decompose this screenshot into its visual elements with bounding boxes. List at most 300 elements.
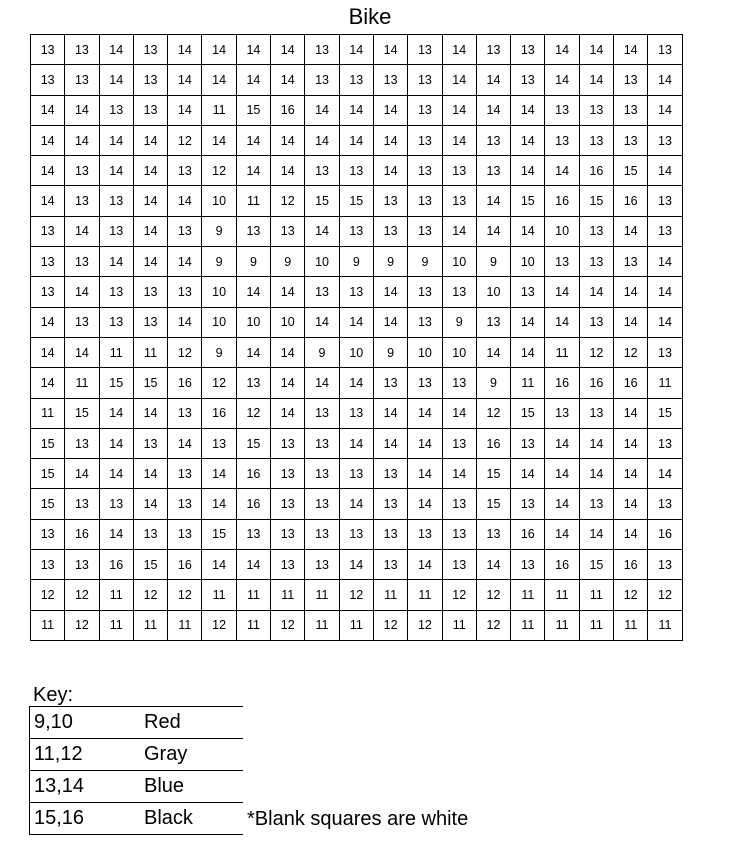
grid-cell: 13 (65, 550, 99, 580)
key-range: 13,14 (34, 775, 85, 797)
grid-cell: 14 (545, 519, 579, 549)
grid-cell: 13 (648, 550, 682, 580)
key-row (30, 803, 243, 835)
grid-cell: 15 (339, 186, 373, 216)
grid-cell: 13 (99, 277, 133, 307)
grid-cell: 13 (579, 216, 613, 246)
grid-cell: 13 (271, 216, 305, 246)
grid-cell: 14 (236, 277, 270, 307)
grid-cell: 14 (648, 156, 682, 186)
grid-cell: 14 (65, 125, 99, 155)
grid-cell: 14 (579, 277, 613, 307)
grid-cell: 12 (476, 580, 510, 610)
grid-cell: 13 (511, 489, 545, 519)
grid-cell: 14 (442, 459, 476, 489)
grid-cell: 13 (373, 368, 407, 398)
grid-row (31, 65, 683, 95)
grid-cell: 13 (99, 216, 133, 246)
grid-cell: 13 (545, 95, 579, 125)
grid-cell: 13 (511, 277, 545, 307)
grid-cell: 13 (373, 489, 407, 519)
grid-cell: 13 (476, 125, 510, 155)
grid-cell: 13 (168, 277, 202, 307)
grid-cell: 13 (442, 428, 476, 458)
grid-cell: 10 (442, 247, 476, 277)
grid-cell: 13 (408, 307, 442, 337)
grid-cell: 14 (511, 337, 545, 367)
grid-cell: 14 (31, 337, 65, 367)
grid-cell: 13 (168, 156, 202, 186)
grid-cell: 14 (408, 398, 442, 428)
grid-cell: 12 (408, 610, 442, 640)
grid-cell: 13 (579, 307, 613, 337)
grid-cell: 16 (614, 550, 648, 580)
grid-cell: 14 (202, 550, 236, 580)
grid-cell: 14 (202, 125, 236, 155)
grid-row (31, 156, 683, 186)
grid-cell: 13 (168, 489, 202, 519)
grid-cell: 16 (236, 489, 270, 519)
grid-cell: 16 (511, 519, 545, 549)
grid-cell: 14 (511, 459, 545, 489)
grid-cell: 13 (31, 550, 65, 580)
grid-cell: 13 (614, 125, 648, 155)
grid-cell: 11 (236, 186, 270, 216)
grid-row (31, 247, 683, 277)
grid-cell: 14 (545, 428, 579, 458)
grid-cell: 12 (442, 580, 476, 610)
grid-cell: 15 (31, 428, 65, 458)
grid-cell: 13 (31, 519, 65, 549)
grid-cell: 13 (65, 156, 99, 186)
grid-cell: 15 (476, 459, 510, 489)
grid-cell: 14 (99, 156, 133, 186)
grid-cell: 10 (202, 186, 236, 216)
grid-cell: 13 (271, 550, 305, 580)
grid-cell: 13 (511, 428, 545, 458)
grid-cell: 12 (65, 610, 99, 640)
grid-row (31, 519, 683, 549)
grid-cell: 13 (373, 216, 407, 246)
grid-cell: 13 (442, 277, 476, 307)
grid-cell: 13 (408, 216, 442, 246)
key-row-cell (30, 803, 243, 835)
grid-cell: 14 (408, 459, 442, 489)
grid-cell: 14 (271, 156, 305, 186)
grid-cell: 14 (614, 398, 648, 428)
grid-cell: 9 (339, 247, 373, 277)
grid-cell: 13 (168, 459, 202, 489)
grid-cell: 14 (305, 95, 339, 125)
grid-cell: 15 (31, 489, 65, 519)
grid-cell: 14 (545, 459, 579, 489)
grid-cell: 14 (511, 156, 545, 186)
grid-cell: 13 (579, 95, 613, 125)
grid-cell: 13 (31, 247, 65, 277)
grid-cell: 14 (133, 186, 167, 216)
grid-cell: 14 (373, 95, 407, 125)
grid-cell: 16 (648, 519, 682, 549)
grid-cell: 12 (614, 580, 648, 610)
grid-cell: 14 (476, 550, 510, 580)
grid-cell: 10 (511, 247, 545, 277)
grid-cell: 13 (442, 156, 476, 186)
grid-cell: 16 (99, 550, 133, 580)
grid-cell: 13 (408, 156, 442, 186)
key-color: Blue (144, 775, 185, 797)
grid-cell: 13 (99, 95, 133, 125)
grid-cell: 11 (236, 580, 270, 610)
grid-cell: 11 (99, 580, 133, 610)
grid-cell: 14 (373, 398, 407, 428)
grid-cell: 15 (236, 428, 270, 458)
grid-cell: 13 (271, 428, 305, 458)
grid-cell: 14 (133, 398, 167, 428)
grid-cell: 14 (271, 277, 305, 307)
key-row-cell (30, 739, 243, 771)
grid-cell: 12 (31, 580, 65, 610)
grid-cell: 13 (614, 247, 648, 277)
grid-cell: 10 (305, 247, 339, 277)
grid-cell: 14 (133, 216, 167, 246)
key-range: 11,12 (34, 743, 83, 765)
grid-cell: 11 (648, 368, 682, 398)
grid-cell: 11 (579, 580, 613, 610)
key-row (30, 771, 243, 803)
grid-cell: 13 (648, 35, 682, 65)
key-row-cell (30, 707, 243, 739)
grid-cell: 15 (476, 489, 510, 519)
grid-cell: 15 (202, 519, 236, 549)
grid-cell: 14 (408, 550, 442, 580)
grid-cell: 13 (511, 35, 545, 65)
grid-cell: 10 (271, 307, 305, 337)
grid-cell: 14 (579, 65, 613, 95)
grid-row (31, 610, 683, 640)
grid-cell: 14 (511, 95, 545, 125)
grid-cell: 12 (476, 398, 510, 428)
grid-cell: 14 (168, 65, 202, 95)
grid-cell: 14 (373, 307, 407, 337)
grid-cell: 12 (271, 186, 305, 216)
grid-cell: 11 (31, 610, 65, 640)
grid-cell: 13 (648, 125, 682, 155)
grid-cell: 13 (133, 35, 167, 65)
grid-cell: 11 (305, 610, 339, 640)
grid-cell: 13 (408, 125, 442, 155)
grid-cell: 13 (133, 307, 167, 337)
grid-cell: 13 (579, 125, 613, 155)
grid-cell: 14 (442, 35, 476, 65)
grid-cell: 15 (236, 95, 270, 125)
grid-cell: 16 (168, 368, 202, 398)
grid-cell: 14 (511, 125, 545, 155)
number-grid (30, 34, 683, 641)
grid-cell: 13 (305, 277, 339, 307)
grid-cell: 13 (339, 519, 373, 549)
grid-row (31, 277, 683, 307)
grid-cell: 14 (408, 489, 442, 519)
grid-cell: 11 (511, 610, 545, 640)
grid-cell: 16 (614, 186, 648, 216)
grid-cell: 13 (442, 368, 476, 398)
grid-cell: 12 (202, 610, 236, 640)
grid-cell: 14 (65, 216, 99, 246)
grid-cell: 14 (408, 428, 442, 458)
grid-cell: 12 (339, 580, 373, 610)
grid-cell: 12 (168, 337, 202, 367)
grid-cell: 13 (236, 519, 270, 549)
grid-cell: 14 (133, 247, 167, 277)
grid-cell: 13 (408, 95, 442, 125)
grid-cell: 13 (408, 35, 442, 65)
grid-cell: 14 (305, 307, 339, 337)
grid-cell: 13 (168, 398, 202, 428)
grid-cell: 14 (133, 156, 167, 186)
grid-cell: 13 (648, 428, 682, 458)
grid-cell: 15 (614, 156, 648, 186)
grid-cell: 13 (305, 35, 339, 65)
grid-cell: 14 (614, 459, 648, 489)
key-row-cell (30, 771, 243, 803)
grid-cell: 10 (202, 307, 236, 337)
grid-cell: 14 (614, 307, 648, 337)
color-key-table (29, 706, 243, 835)
grid-cell: 12 (202, 368, 236, 398)
grid-cell: 11 (648, 610, 682, 640)
grid-cell: 11 (168, 610, 202, 640)
grid-cell: 14 (648, 247, 682, 277)
blank-squares-note: *Blank squares are white (247, 808, 469, 830)
grid-cell: 9 (305, 337, 339, 367)
grid-cell: 13 (339, 156, 373, 186)
grid-cell: 13 (236, 368, 270, 398)
grid-cell: 13 (373, 519, 407, 549)
grid-cell: 13 (65, 186, 99, 216)
grid-cell: 14 (99, 519, 133, 549)
grid-cell: 14 (339, 125, 373, 155)
grid-cell: 12 (271, 610, 305, 640)
grid-cell: 13 (511, 550, 545, 580)
grid-cell: 13 (99, 186, 133, 216)
grid-cell: 14 (442, 216, 476, 246)
key-color: Gray (144, 743, 188, 765)
grid-cell: 14 (339, 368, 373, 398)
grid-row (31, 95, 683, 125)
grid-cell: 10 (202, 277, 236, 307)
grid-cell: 15 (511, 186, 545, 216)
grid-cell: 16 (545, 186, 579, 216)
grid-cell: 14 (442, 95, 476, 125)
grid-row (31, 550, 683, 580)
grid-cell: 9 (202, 216, 236, 246)
grid-cell: 14 (579, 459, 613, 489)
grid-cell: 14 (511, 307, 545, 337)
grid-cell: 13 (614, 95, 648, 125)
grid-cell: 9 (271, 247, 305, 277)
grid-cell: 12 (579, 337, 613, 367)
grid-cell: 16 (168, 550, 202, 580)
grid-cell: 14 (271, 337, 305, 367)
grid-cell: 13 (648, 489, 682, 519)
grid-cell: 13 (133, 277, 167, 307)
grid-cell: 13 (511, 65, 545, 95)
grid-cell: 9 (202, 247, 236, 277)
grid-cell: 13 (545, 247, 579, 277)
grid-cell: 14 (31, 156, 65, 186)
grid-cell: 14 (614, 489, 648, 519)
grid-cell: 11 (99, 610, 133, 640)
grid-cell: 14 (339, 307, 373, 337)
grid-cell: 9 (476, 368, 510, 398)
grid-cell: 10 (236, 307, 270, 337)
grid-cell: 13 (545, 125, 579, 155)
grid-cell: 14 (271, 368, 305, 398)
grid-cell: 11 (339, 610, 373, 640)
grid-cell: 15 (133, 550, 167, 580)
grid-cell: 14 (442, 65, 476, 95)
grid-cell: 13 (271, 459, 305, 489)
grid-cell: 16 (65, 519, 99, 549)
grid-cell: 12 (614, 337, 648, 367)
grid-cell: 14 (271, 65, 305, 95)
grid-cell: 14 (271, 125, 305, 155)
grid-cell: 13 (476, 307, 510, 337)
grid-cell: 14 (545, 65, 579, 95)
grid-cell: 14 (442, 125, 476, 155)
grid-cell: 14 (545, 489, 579, 519)
grid-cell: 14 (476, 337, 510, 367)
grid-cell: 15 (579, 186, 613, 216)
grid-cell: 11 (202, 95, 236, 125)
grid-cell: 14 (511, 216, 545, 246)
grid-cell: 13 (133, 95, 167, 125)
grid-cell: 13 (408, 368, 442, 398)
grid-cell: 16 (614, 368, 648, 398)
grid-cell: 14 (99, 125, 133, 155)
grid-cell: 15 (133, 368, 167, 398)
grid-cell: 14 (305, 125, 339, 155)
grid-cell: 14 (545, 35, 579, 65)
grid-cell: 14 (614, 519, 648, 549)
grid-cell: 14 (339, 489, 373, 519)
grid-cell: 12 (373, 610, 407, 640)
grid-cell: 14 (168, 428, 202, 458)
grid-cell: 14 (648, 277, 682, 307)
grid-cell: 13 (476, 156, 510, 186)
grid-cell: 13 (236, 216, 270, 246)
grid-cell: 16 (545, 368, 579, 398)
grid-cell: 14 (31, 307, 65, 337)
grid-cell: 14 (648, 95, 682, 125)
grid-row (31, 459, 683, 489)
grid-cell: 13 (133, 428, 167, 458)
grid-cell: 11 (65, 368, 99, 398)
grid-cell: 14 (339, 428, 373, 458)
grid-cell: 14 (168, 95, 202, 125)
grid-cell: 10 (442, 337, 476, 367)
grid-cell: 13 (305, 65, 339, 95)
grid-row (31, 398, 683, 428)
grid-cell: 13 (305, 519, 339, 549)
grid-cell: 15 (648, 398, 682, 428)
grid-cell: 14 (545, 277, 579, 307)
grid-cell: 14 (614, 428, 648, 458)
grid-cell: 13 (202, 428, 236, 458)
grid-cell: 13 (408, 186, 442, 216)
key-color: Black (144, 807, 193, 829)
grid-cell: 9 (442, 307, 476, 337)
grid-cell: 13 (476, 519, 510, 549)
grid-cell: 14 (168, 247, 202, 277)
grid-cell: 14 (579, 428, 613, 458)
grid-cell: 14 (476, 186, 510, 216)
grid-cell: 13 (99, 489, 133, 519)
grid-cell: 13 (579, 247, 613, 277)
grid-cell: 13 (31, 65, 65, 95)
grid-row (31, 337, 683, 367)
grid-cell: 13 (271, 489, 305, 519)
grid-cell: 9 (373, 337, 407, 367)
grid-cell: 14 (442, 398, 476, 428)
grid-cell: 14 (579, 35, 613, 65)
grid-cell: 13 (168, 519, 202, 549)
grid-cell: 14 (99, 247, 133, 277)
grid-cell: 12 (168, 580, 202, 610)
grid-cell: 12 (648, 580, 682, 610)
grid-cell: 14 (65, 95, 99, 125)
grid-cell: 14 (99, 459, 133, 489)
grid-cell: 13 (305, 398, 339, 428)
grid-cell: 13 (339, 398, 373, 428)
grid-cell: 13 (65, 307, 99, 337)
grid-cell: 14 (168, 35, 202, 65)
grid-cell: 14 (99, 35, 133, 65)
grid-cell: 14 (236, 337, 270, 367)
grid-cell: 13 (648, 216, 682, 246)
grid-cell: 14 (305, 216, 339, 246)
grid-cell: 13 (648, 337, 682, 367)
grid-cell: 16 (476, 428, 510, 458)
grid-cell: 13 (305, 428, 339, 458)
grid-cell: 14 (271, 398, 305, 428)
grid-cell: 13 (373, 550, 407, 580)
grid-cell: 14 (648, 459, 682, 489)
grid-cell: 11 (545, 610, 579, 640)
key-row (30, 707, 243, 739)
grid-cell: 14 (373, 156, 407, 186)
grid-cell: 11 (236, 610, 270, 640)
grid-cell: 13 (579, 489, 613, 519)
grid-cell: 11 (271, 580, 305, 610)
grid-cell: 13 (65, 428, 99, 458)
grid-cell: 14 (65, 459, 99, 489)
grid-cell: 14 (236, 65, 270, 95)
grid-cell: 14 (31, 95, 65, 125)
grid-cell: 13 (271, 519, 305, 549)
grid-cell: 13 (133, 519, 167, 549)
grid-cell: 14 (202, 35, 236, 65)
grid-cell: 11 (545, 580, 579, 610)
grid-cell: 13 (442, 186, 476, 216)
grid-cell: 14 (31, 186, 65, 216)
grid-cell: 14 (65, 337, 99, 367)
grid-cell: 13 (305, 156, 339, 186)
grid-cell: 13 (339, 216, 373, 246)
page-title: Bike (348, 4, 392, 29)
grid-cell: 14 (614, 277, 648, 307)
grid-cell: 14 (648, 307, 682, 337)
